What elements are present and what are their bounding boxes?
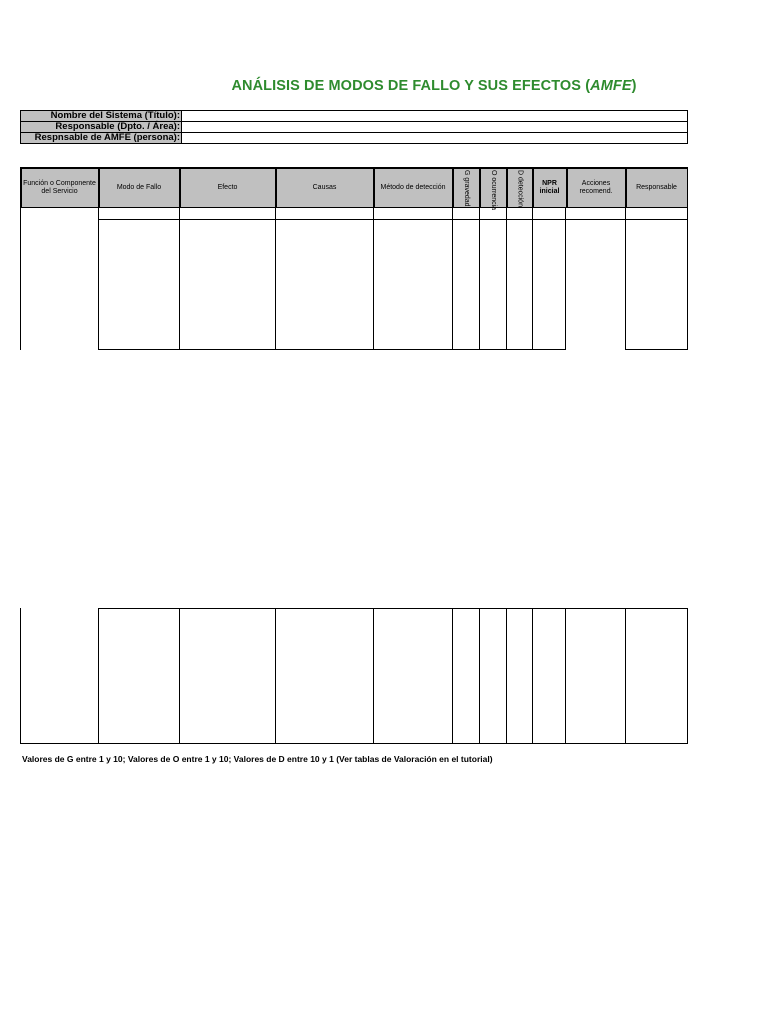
info-row-sistema <box>21 111 688 122</box>
info-table <box>20 110 688 144</box>
row-line <box>625 349 688 350</box>
col-line <box>98 608 99 744</box>
footer-note: Valores de G entre 1 y 10; Valores de O entre 1 y 10; Valores de D entre 10 y 1 (Ver tablas de Valoración en el tutorial) <box>22 754 493 764</box>
col-header-efecto: Efecto <box>179 167 276 208</box>
col-line <box>625 608 626 744</box>
col-line <box>479 208 480 350</box>
col-line <box>179 208 180 350</box>
col-line <box>452 608 453 744</box>
col-line <box>373 608 374 744</box>
col-header-responsable: Responsable <box>625 167 688 208</box>
col-line <box>506 208 507 350</box>
responsable-amfe-label: Respnsable de AMFE (persona): <box>21 133 182 144</box>
title-close: ) <box>631 78 637 94</box>
amfe-table-bottom <box>20 608 688 744</box>
col-header-metodo: Método de detección <box>373 167 453 208</box>
col-line <box>687 608 688 744</box>
amfe-table-top <box>20 167 688 350</box>
col-line <box>687 208 688 350</box>
col-line <box>479 608 480 744</box>
col-header-npr: NPR inicial <box>532 167 567 208</box>
col-line <box>373 208 374 350</box>
col-line <box>275 608 276 744</box>
col-line <box>452 208 453 350</box>
row-line <box>98 349 566 350</box>
col-line <box>565 208 566 350</box>
row-line <box>20 743 688 744</box>
sistema-field[interactable] <box>182 111 688 122</box>
sistema-label: Nombre del Sistema (Título): <box>21 111 182 122</box>
row-line <box>98 608 688 609</box>
col-line <box>532 208 533 350</box>
col-line <box>625 208 626 350</box>
title-main: ANÁLISIS DE MODOS DE FALLO Y SUS EFECTOS ( <box>231 78 591 94</box>
info-row-responsable-amfe <box>21 133 688 144</box>
col-header-causas: Causas <box>275 167 374 208</box>
col-header-modo: Modo de Fallo <box>98 167 180 208</box>
title-acronym: AMFE <box>590 78 632 94</box>
page-title <box>0 78 768 94</box>
col-line <box>20 608 21 744</box>
col-header-funcion: Función o Componente del Servicio <box>20 167 99 208</box>
col-line <box>565 608 566 744</box>
col-line <box>506 608 507 744</box>
responsable-label: Responsable (Dpto. / Área): <box>21 122 182 133</box>
responsable-amfe-field[interactable] <box>182 133 688 144</box>
col-header-gravedad: G gravedad <box>452 167 480 208</box>
col-line <box>275 208 276 350</box>
row-line <box>98 219 688 220</box>
col-header-ocurrencia: O ocurrencia <box>479 167 507 208</box>
col-header-acciones: Acciones recomend. <box>566 167 626 208</box>
responsable-field[interactable] <box>182 122 688 133</box>
col-line <box>532 608 533 744</box>
col-line <box>98 208 99 350</box>
col-header-deteccion: D detección <box>506 167 533 208</box>
col-line <box>20 208 21 350</box>
col-line <box>179 608 180 744</box>
info-row-responsable <box>21 122 688 133</box>
